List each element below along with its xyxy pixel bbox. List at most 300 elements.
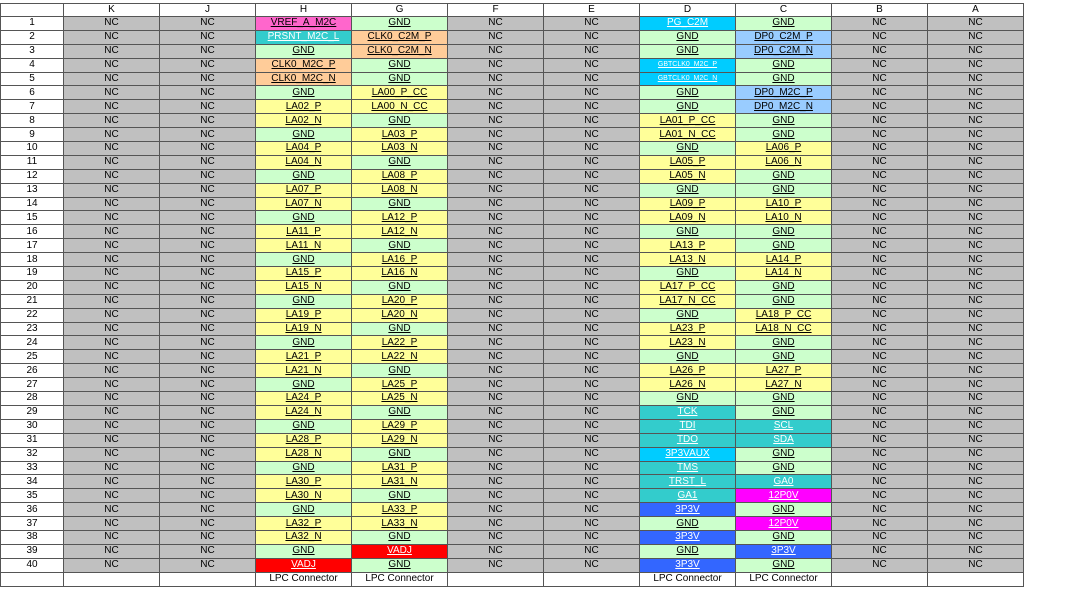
pin-cell: NC	[544, 183, 640, 197]
pin-cell: NC	[544, 155, 640, 169]
pin-cell: NC	[160, 294, 256, 308]
pin-cell: GND	[736, 280, 832, 294]
pin-cell: GND	[256, 544, 352, 558]
pin-cell: NC	[832, 128, 928, 142]
pin-cell: GND	[736, 183, 832, 197]
pin-cell: NC	[160, 30, 256, 44]
table-row	[1, 280, 1024, 294]
row-number: 25	[1, 350, 64, 364]
row-number: 12	[1, 169, 64, 183]
pin-cell: NC	[64, 17, 160, 31]
pin-cell: GND	[736, 558, 832, 572]
pin-cell: NC	[64, 378, 160, 392]
pin-cell: LA30_N	[256, 489, 352, 503]
pin-cell: NC	[832, 267, 928, 281]
pin-cell: GND	[352, 530, 448, 544]
pin-cell: GND	[736, 530, 832, 544]
pin-cell: NC	[64, 308, 160, 322]
table-row	[1, 225, 1024, 239]
pin-cell: NC	[928, 155, 1024, 169]
pin-cell: NC	[832, 475, 928, 489]
connector-label: LPC Connector	[256, 572, 352, 586]
column-header: J	[160, 4, 256, 17]
pin-cell: NC	[544, 392, 640, 406]
pin-cell: GND	[352, 558, 448, 572]
connector-label	[448, 572, 544, 586]
pin-cell: NC	[544, 489, 640, 503]
pin-cell: NC	[448, 58, 544, 72]
connector-label	[544, 572, 640, 586]
pin-cell: GND	[352, 447, 448, 461]
pin-cell: NC	[160, 183, 256, 197]
connector-label	[160, 572, 256, 586]
pin-cell: NC	[160, 405, 256, 419]
pin-cell: NC	[448, 114, 544, 128]
pin-cell: NC	[832, 100, 928, 114]
pin-cell: GND	[256, 294, 352, 308]
pin-cell: NC	[928, 142, 1024, 156]
pin-cell: NC	[64, 405, 160, 419]
pin-cell: LA22_P	[352, 336, 448, 350]
table-row	[1, 336, 1024, 350]
column-header: C	[736, 4, 832, 17]
pin-cell: NC	[928, 475, 1024, 489]
pin-cell: LA26_N	[640, 378, 736, 392]
pin-cell: NC	[64, 350, 160, 364]
pin-cell: NC	[160, 447, 256, 461]
pin-cell: NC	[160, 392, 256, 406]
pin-cell: NC	[832, 322, 928, 336]
pin-cell: NC	[928, 392, 1024, 406]
row-number: 11	[1, 155, 64, 169]
row-number: 14	[1, 197, 64, 211]
pin-cell: NC	[448, 100, 544, 114]
pin-cell: NC	[928, 239, 1024, 253]
table-row	[1, 44, 1024, 58]
table-row	[1, 267, 1024, 281]
pin-cell: GND	[736, 225, 832, 239]
row-number: 26	[1, 364, 64, 378]
table-row	[1, 433, 1024, 447]
pin-cell: NC	[160, 517, 256, 531]
pin-cell: NC	[544, 17, 640, 31]
pin-cell: NC	[928, 461, 1024, 475]
pin-cell: GND	[736, 336, 832, 350]
pin-cell: NC	[544, 30, 640, 44]
pin-cell: LA02_N	[256, 114, 352, 128]
pin-cell: NC	[64, 58, 160, 72]
pin-cell: NC	[64, 544, 160, 558]
pin-cell: GND	[640, 86, 736, 100]
column-header: F	[448, 4, 544, 17]
pin-cell: NC	[544, 225, 640, 239]
pin-cell: NC	[544, 433, 640, 447]
pin-cell: NC	[64, 155, 160, 169]
pin-cell: NC	[448, 322, 544, 336]
pin-cell: NC	[544, 100, 640, 114]
pin-cell: TCK	[640, 405, 736, 419]
pin-cell: NC	[832, 30, 928, 44]
pin-cell: GND	[352, 405, 448, 419]
table-row	[1, 392, 1024, 406]
pin-cell: NC	[448, 86, 544, 100]
row-number: 21	[1, 294, 64, 308]
pin-cell: NC	[448, 405, 544, 419]
pin-cell: LA19_P	[256, 308, 352, 322]
pin-cell: LA23_N	[640, 336, 736, 350]
pin-cell: NC	[832, 489, 928, 503]
pin-cell: NC	[160, 378, 256, 392]
pin-cell: GND	[352, 489, 448, 503]
row-number: 29	[1, 405, 64, 419]
pin-cell: NC	[928, 100, 1024, 114]
table-row	[1, 197, 1024, 211]
table-row	[1, 475, 1024, 489]
pin-cell: NC	[160, 503, 256, 517]
row-number: 10	[1, 142, 64, 156]
pin-cell: LA11_N	[256, 239, 352, 253]
pin-cell: NC	[928, 17, 1024, 31]
pin-cell: NC	[160, 239, 256, 253]
pin-cell: NC	[832, 183, 928, 197]
pin-cell: LA03_N	[352, 142, 448, 156]
pin-cell: NC	[160, 128, 256, 142]
pin-cell: NC	[928, 322, 1024, 336]
row-number: 8	[1, 114, 64, 128]
pin-cell: NC	[448, 461, 544, 475]
pin-cell: LA07_P	[256, 183, 352, 197]
pin-cell: NC	[832, 558, 928, 572]
pin-cell: NC	[544, 350, 640, 364]
row-number: 5	[1, 72, 64, 86]
pin-cell: NC	[544, 378, 640, 392]
row-number: 22	[1, 308, 64, 322]
pin-cell: NC	[64, 294, 160, 308]
pin-cell: NC	[544, 211, 640, 225]
row-number: 39	[1, 544, 64, 558]
pin-cell: NC	[832, 253, 928, 267]
pin-cell: NC	[832, 336, 928, 350]
table-row	[1, 322, 1024, 336]
pin-cell: NC	[544, 364, 640, 378]
pin-cell: NC	[448, 419, 544, 433]
pin-cell: GND	[736, 392, 832, 406]
row-number: 35	[1, 489, 64, 503]
pin-cell: GND	[640, 517, 736, 531]
pin-cell: GND	[736, 461, 832, 475]
table-row	[1, 489, 1024, 503]
pin-cell: LA06_P	[736, 142, 832, 156]
pin-cell: LA13_P	[640, 239, 736, 253]
pin-cell: NC	[64, 530, 160, 544]
pin-cell: NC	[832, 17, 928, 31]
pin-cell: GBTCLK0_M2C_P	[640, 58, 736, 72]
table-row	[1, 72, 1024, 86]
table-row	[1, 211, 1024, 225]
pin-cell: NC	[544, 169, 640, 183]
pin-cell: GND	[736, 169, 832, 183]
pin-cell: GND	[640, 308, 736, 322]
pin-cell: LA29_P	[352, 419, 448, 433]
table-row	[1, 308, 1024, 322]
pin-cell: NC	[928, 544, 1024, 558]
pin-cell: LA24_P	[256, 392, 352, 406]
pin-cell: GND	[736, 239, 832, 253]
pin-cell: NC	[64, 142, 160, 156]
pin-cell: LA10_N	[736, 211, 832, 225]
pin-cell: LA08_P	[352, 169, 448, 183]
pin-cell: 3P3VAUX	[640, 447, 736, 461]
pin-cell: GND	[640, 544, 736, 558]
table-row	[1, 253, 1024, 267]
pin-cell: NC	[64, 72, 160, 86]
pin-cell: NC	[64, 267, 160, 281]
pin-cell: NC	[928, 72, 1024, 86]
pin-cell: NC	[448, 30, 544, 44]
row-number: 2	[1, 30, 64, 44]
pin-cell: LA18_P_CC	[736, 308, 832, 322]
table-row	[1, 58, 1024, 72]
pin-cell: NC	[448, 475, 544, 489]
pin-cell: NC	[160, 58, 256, 72]
connector-label	[64, 572, 160, 586]
pin-cell: NC	[928, 253, 1024, 267]
row-number: 18	[1, 253, 64, 267]
pin-cell: GND	[640, 392, 736, 406]
pin-cell: NC	[448, 183, 544, 197]
pin-cell: NC	[544, 294, 640, 308]
pin-cell: NC	[160, 419, 256, 433]
pin-cell: NC	[544, 475, 640, 489]
pin-cell: GND	[736, 58, 832, 72]
pin-cell: LA04_P	[256, 142, 352, 156]
pin-cell: LA32_N	[256, 530, 352, 544]
pin-cell: GND	[640, 44, 736, 58]
row-number: 38	[1, 530, 64, 544]
pin-cell: NC	[64, 336, 160, 350]
pin-cell: LA00_P_CC	[352, 86, 448, 100]
row-number: 16	[1, 225, 64, 239]
pin-cell: NC	[832, 419, 928, 433]
table-row	[1, 239, 1024, 253]
pin-cell: NC	[832, 239, 928, 253]
pin-cell: NC	[544, 419, 640, 433]
pin-cell: 3P3V	[640, 558, 736, 572]
pin-cell: DP0_C2M_P	[736, 30, 832, 44]
pin-cell: CLK0_M2C_N	[256, 72, 352, 86]
pin-cell: LA16_N	[352, 267, 448, 281]
pin-cell: NC	[64, 503, 160, 517]
pin-cell: NC	[928, 183, 1024, 197]
pin-cell: NC	[832, 211, 928, 225]
pin-cell: NC	[832, 364, 928, 378]
pin-cell: NC	[832, 544, 928, 558]
pin-cell: NC	[832, 86, 928, 100]
pinout-table	[0, 3, 1024, 587]
pin-cell: GND	[640, 30, 736, 44]
pin-cell: LA20_N	[352, 308, 448, 322]
row-number: 1	[1, 17, 64, 31]
pin-cell: NC	[832, 308, 928, 322]
pin-cell: LA07_N	[256, 197, 352, 211]
pin-cell: VADJ	[352, 544, 448, 558]
pin-cell: VADJ	[256, 558, 352, 572]
table-row	[1, 155, 1024, 169]
row-number: 6	[1, 86, 64, 100]
pin-cell: LA30_P	[256, 475, 352, 489]
pin-cell: NC	[64, 433, 160, 447]
pin-cell: GND	[736, 405, 832, 419]
pin-cell: NC	[448, 142, 544, 156]
row-number: 40	[1, 558, 64, 572]
pin-cell: NC	[832, 197, 928, 211]
pin-cell: NC	[832, 155, 928, 169]
pin-cell: LA12_P	[352, 211, 448, 225]
pin-cell: GND	[352, 155, 448, 169]
connector-label: LPC Connector	[352, 572, 448, 586]
pin-cell: NC	[832, 350, 928, 364]
row-number: 27	[1, 378, 64, 392]
pin-cell: NC	[832, 225, 928, 239]
pin-cell: NC	[448, 17, 544, 31]
pin-cell: LA19_N	[256, 322, 352, 336]
table-row	[1, 30, 1024, 44]
pin-cell: NC	[160, 544, 256, 558]
pin-cell: NC	[448, 280, 544, 294]
pin-cell: NC	[832, 378, 928, 392]
pin-cell: NC	[448, 433, 544, 447]
pin-cell: NC	[448, 447, 544, 461]
pin-cell: NC	[160, 280, 256, 294]
pin-cell: NC	[928, 419, 1024, 433]
pin-cell: NC	[928, 267, 1024, 281]
pin-cell: NC	[448, 44, 544, 58]
pin-cell: GND	[352, 280, 448, 294]
row-number: 4	[1, 58, 64, 72]
row-number: 13	[1, 183, 64, 197]
row-number: 31	[1, 433, 64, 447]
pin-cell: LA11_P	[256, 225, 352, 239]
pin-cell: NC	[544, 239, 640, 253]
table-row	[1, 558, 1024, 572]
table-row	[1, 419, 1024, 433]
pin-cell: LA27_N	[736, 378, 832, 392]
table-row	[1, 128, 1024, 142]
pin-cell: NC	[160, 336, 256, 350]
pin-cell: GND	[256, 378, 352, 392]
pin-cell: TDO	[640, 433, 736, 447]
pin-cell: GND	[256, 86, 352, 100]
pin-cell: NC	[832, 461, 928, 475]
pin-cell: NC	[64, 114, 160, 128]
connector-label: LPC Connector	[640, 572, 736, 586]
pin-cell: NC	[448, 517, 544, 531]
pin-cell: NC	[544, 461, 640, 475]
pin-cell: NC	[832, 503, 928, 517]
pin-cell: NC	[832, 44, 928, 58]
pin-cell: DP0_M2C_N	[736, 100, 832, 114]
pin-cell: NC	[64, 322, 160, 336]
pin-cell: NC	[160, 225, 256, 239]
pin-cell: NC	[448, 350, 544, 364]
pin-cell: LA16_P	[352, 253, 448, 267]
pin-cell: NC	[160, 433, 256, 447]
connector-label: LPC Connector	[736, 572, 832, 586]
pin-cell: NC	[832, 114, 928, 128]
pin-cell: NC	[448, 211, 544, 225]
column-header: D	[640, 4, 736, 17]
pin-cell: NC	[160, 308, 256, 322]
table-row	[1, 350, 1024, 364]
pin-cell: LA15_N	[256, 280, 352, 294]
pin-cell: GND	[352, 58, 448, 72]
pin-cell: DP0_C2M_N	[736, 44, 832, 58]
pin-cell: NC	[832, 392, 928, 406]
pin-cell: NC	[448, 364, 544, 378]
pin-cell: LA15_P	[256, 267, 352, 281]
pin-cell: NC	[832, 72, 928, 86]
pin-cell: NC	[64, 211, 160, 225]
pin-cell: LA05_P	[640, 155, 736, 169]
pin-cell: NC	[928, 114, 1024, 128]
row-number: 19	[1, 267, 64, 281]
corner-cell	[1, 4, 64, 17]
pin-cell: NC	[832, 58, 928, 72]
table-row	[1, 530, 1024, 544]
pin-cell: GND	[256, 336, 352, 350]
pin-cell: NC	[64, 364, 160, 378]
pin-cell: SDA	[736, 433, 832, 447]
pin-cell: NC	[448, 530, 544, 544]
pin-cell: 3P3V	[640, 503, 736, 517]
pin-cell: GND	[256, 419, 352, 433]
pin-cell: NC	[928, 378, 1024, 392]
footer-corner	[1, 572, 64, 586]
pin-cell: NC	[544, 253, 640, 267]
pin-cell: NC	[160, 322, 256, 336]
pin-cell: NC	[544, 558, 640, 572]
table-row	[1, 447, 1024, 461]
pin-cell: NC	[160, 114, 256, 128]
pin-cell: CLK0_C2M_N	[352, 44, 448, 58]
column-header: H	[256, 4, 352, 17]
pin-cell: GND	[352, 114, 448, 128]
pin-cell: PG_C2M	[640, 17, 736, 31]
pin-cell: LA10_P	[736, 197, 832, 211]
pin-cell: NC	[832, 530, 928, 544]
table-row	[1, 183, 1024, 197]
pin-cell: LA17_N_CC	[640, 294, 736, 308]
pin-cell: NC	[544, 128, 640, 142]
pin-cell: 3P3V	[640, 530, 736, 544]
pin-cell: NC	[832, 433, 928, 447]
column-header: G	[352, 4, 448, 17]
pin-cell: NC	[928, 503, 1024, 517]
pin-cell: LA25_P	[352, 378, 448, 392]
pin-cell: PRSNT_M2C_L	[256, 30, 352, 44]
pin-cell: NC	[928, 433, 1024, 447]
row-number: 15	[1, 211, 64, 225]
pin-cell: NC	[160, 72, 256, 86]
pin-cell: NC	[448, 239, 544, 253]
pin-cell: LA01_P_CC	[640, 114, 736, 128]
pin-cell: NC	[832, 405, 928, 419]
table-row	[1, 114, 1024, 128]
pin-cell: NC	[160, 253, 256, 267]
row-number: 34	[1, 475, 64, 489]
pin-cell: NC	[928, 280, 1024, 294]
pin-cell: LA13_N	[640, 253, 736, 267]
